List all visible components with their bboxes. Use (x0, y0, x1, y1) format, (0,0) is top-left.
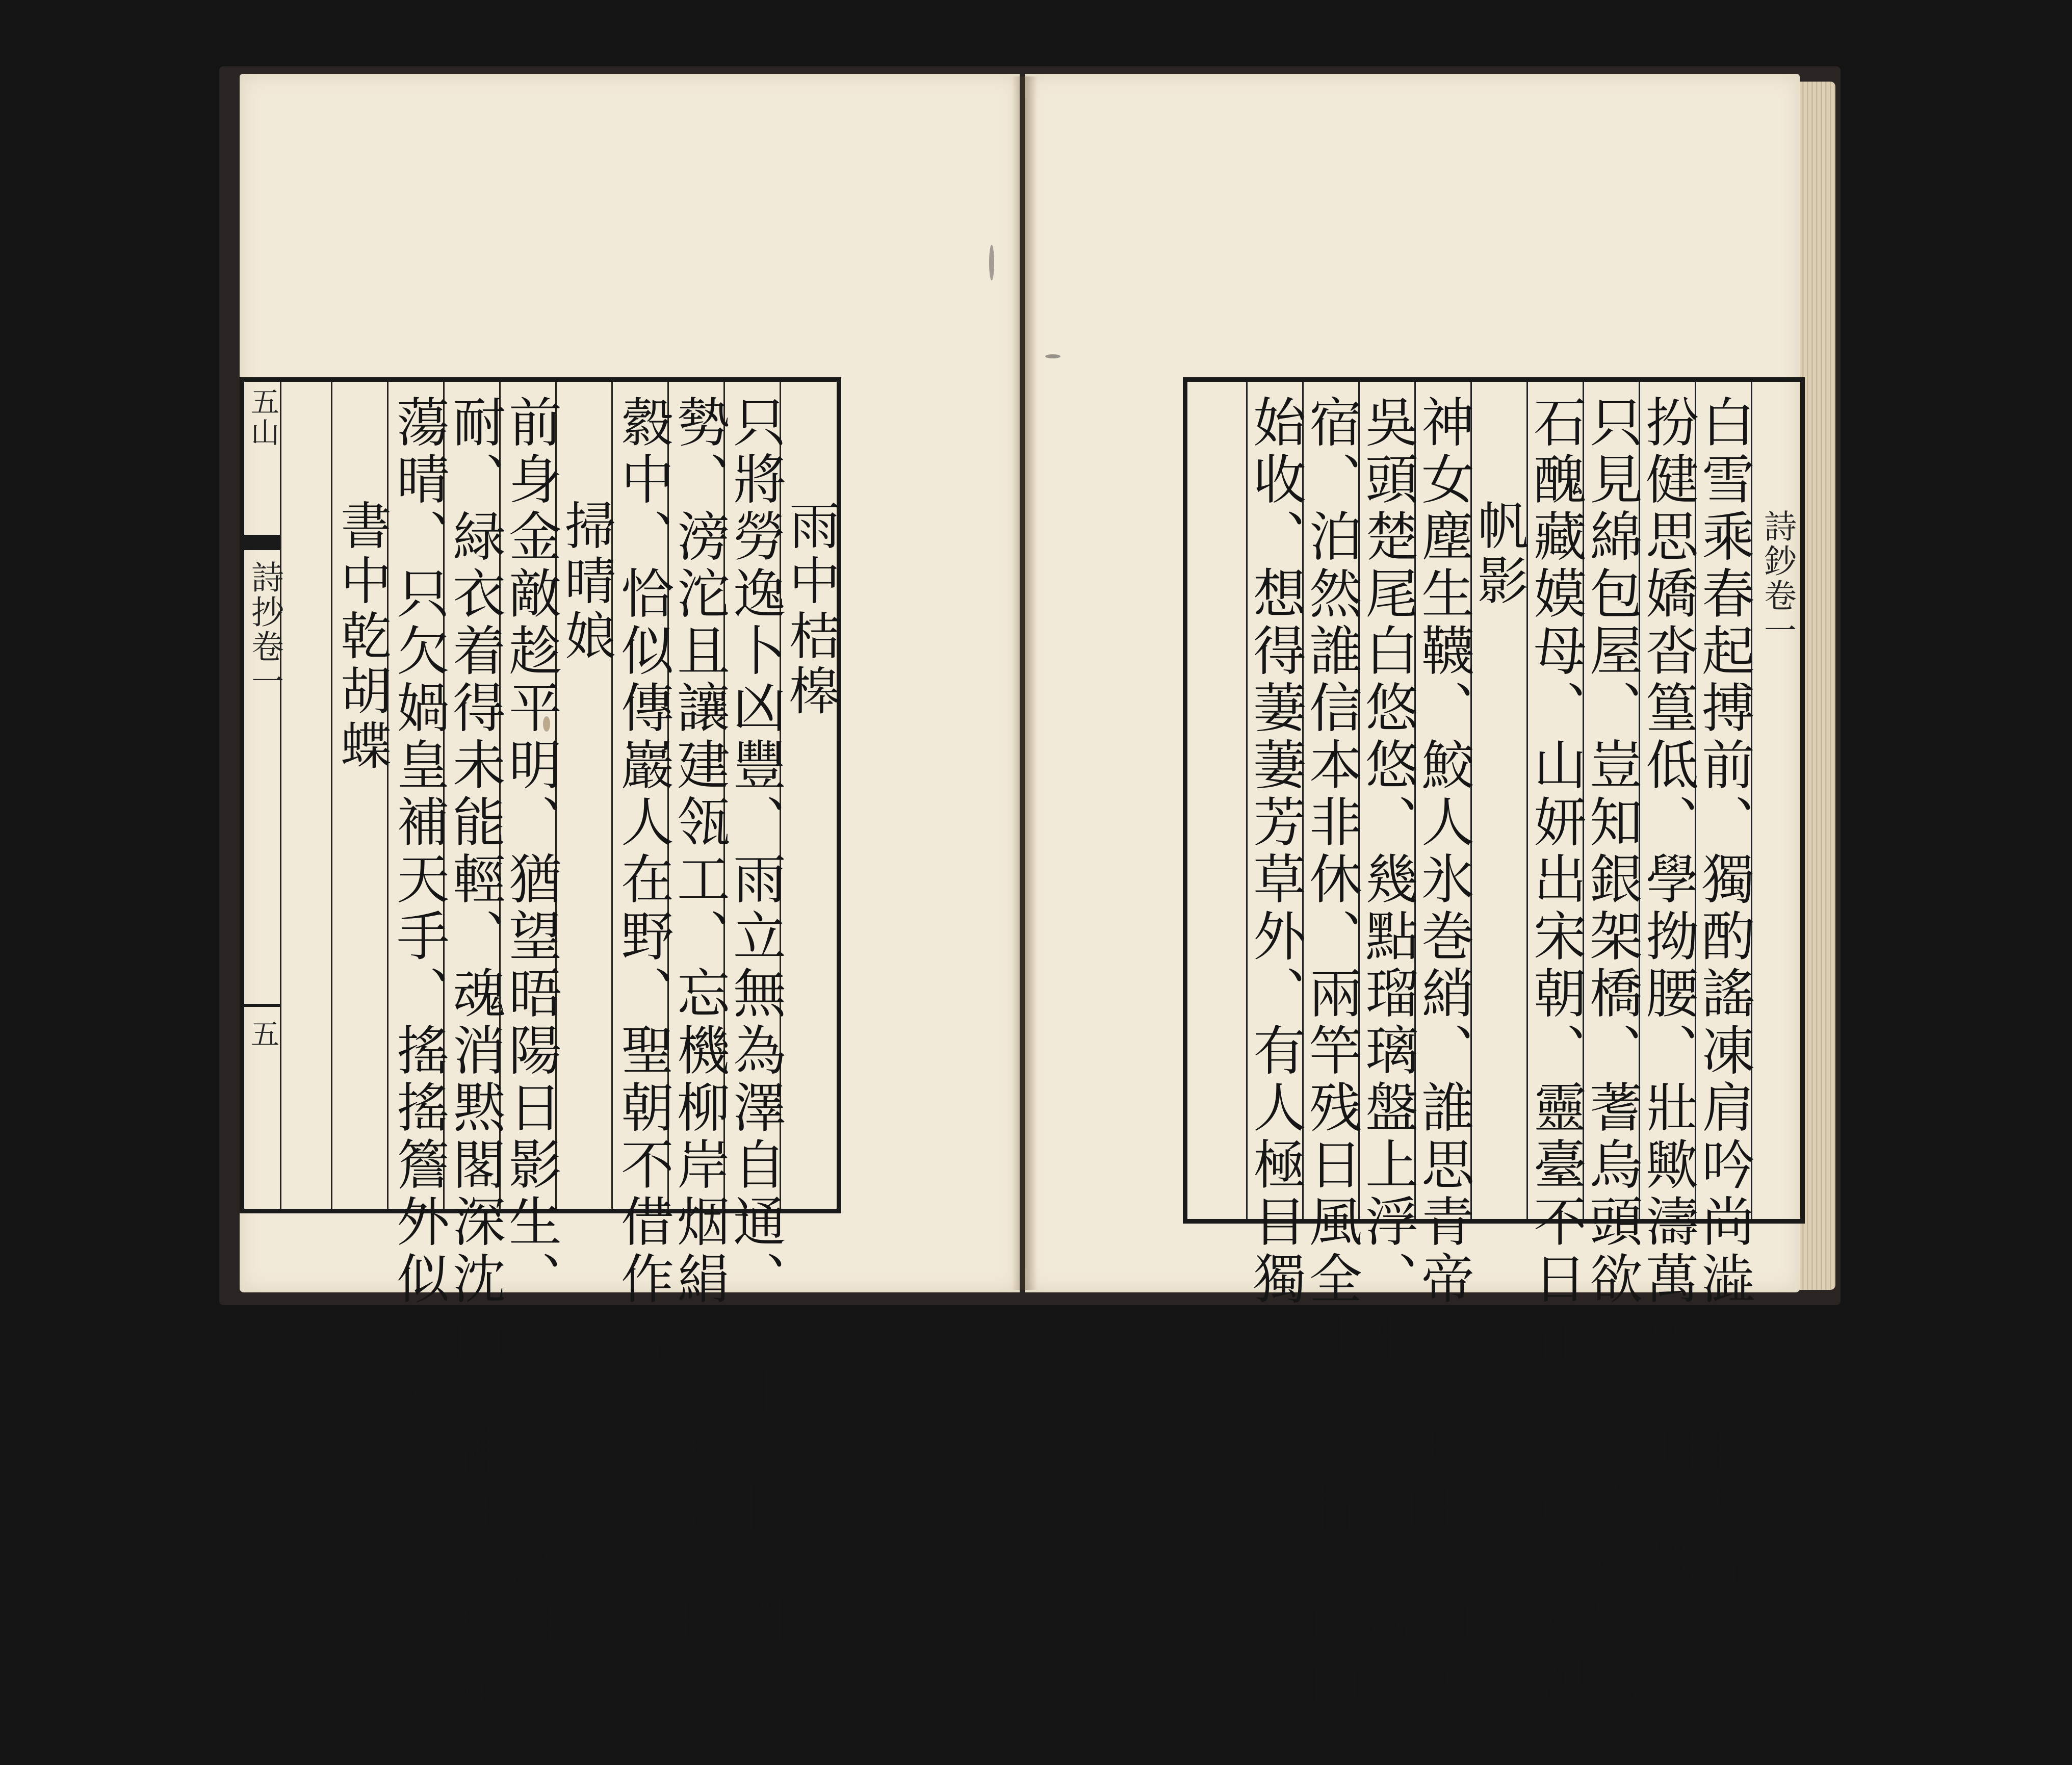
book-gutter (1012, 76, 1038, 1290)
stain-mark (989, 245, 994, 280)
text-column: 始收、想得萋萋芳草外、有人極目獨憑樓、 (1244, 395, 1306, 1480)
text-column: 白雪乘春起搏前、獨酌謠凍肩吟尚澁、冷肚醉先消、 (1693, 395, 1755, 1708)
text-column: 扮健思嬌沓篁低、學拗腰、壯歟濤萬疊、明寶燭三條、 (1637, 395, 1699, 1765)
text-column: 只將勞逸卜凶豐、雨立無為澤自通、咿軋全收搂瀏 (724, 395, 786, 1651)
poem-title: 帆影 (1469, 499, 1529, 609)
text-column: 宿、泊然誰信本非休、兩竿残日風全死、一析青山雨 (1300, 395, 1362, 1708)
stain-mark (1045, 354, 1060, 358)
text-column: 耐、緑衣着得未能輕、魂消黙閣深沈雨、神往芳亰駘 (444, 395, 506, 1708)
text-column: 神女塵生韈、鮫人氷巻綃、誰思青帝宴、珠玉賁加鏡、 (1412, 395, 1474, 1765)
poem-title: 掃晴娘 (556, 499, 616, 664)
text-column: 石醜藏嫫母、山妍出宋朝、靈臺不日作、周道奈風飄、 (1524, 395, 1587, 1765)
text-column: 蕩晴、只欠媧皇補天手、搖搖簷外似懸旌、 (387, 395, 450, 1480)
margin-fish-tail (244, 535, 280, 550)
left-text-block (240, 377, 841, 1708)
margin-page-number: 五 (246, 1019, 279, 1050)
text-column: 縠中、恰似傳巖人在野、聖朝不借作霖功、 (612, 395, 674, 1480)
right-text-block (1183, 377, 1805, 1765)
text-column: 前身金敵趁平明、猶望晤陽日影生、翠帚奉来纔自 (500, 395, 562, 1651)
margin-title: 詩抄卷一 (246, 560, 283, 699)
margin-rule-mark (244, 1004, 280, 1007)
text-column: 吳頭楚尾白悠悠、幾點瑠璃盤上浮、飛去不知何處 (1356, 395, 1418, 1651)
margin-rule (280, 382, 281, 1209)
text-column: 勢、滂沱且讓建瓴工、忘機柳岸烟絹外、蘸影秋田水 (668, 395, 730, 1708)
margin-title: 詩鈔卷一 (1758, 509, 1796, 648)
poem-title: 書中乾胡蝶 (332, 499, 392, 774)
poem-title: 雨中桔槔 (781, 499, 840, 719)
margin-header: 五山 (246, 387, 279, 448)
text-column: 只見綿包屋、豈知銀架橋、蓍烏頭欲變、門犬尾頻搖、 (1581, 395, 1643, 1765)
